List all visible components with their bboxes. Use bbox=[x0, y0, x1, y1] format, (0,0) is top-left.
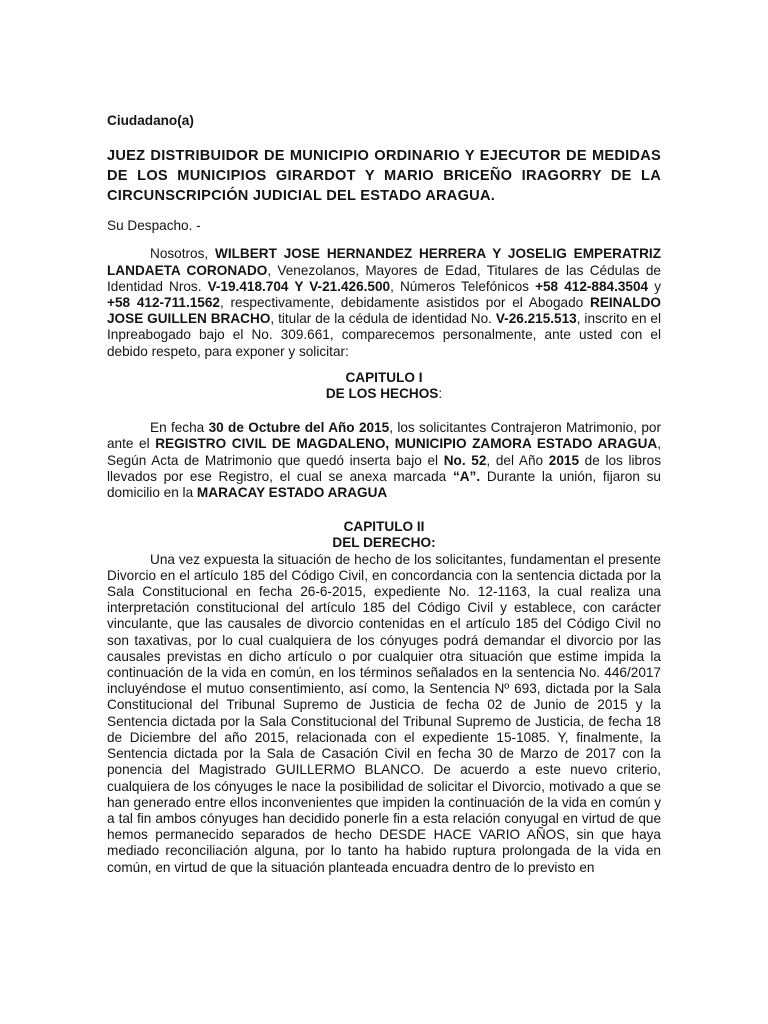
chapter-1-title: CAPITULO I bbox=[345, 369, 423, 385]
intro-paragraph: Nosotros, WILBERT JOSE HERNANDEZ HERRERA Y JOSELIG EMPERATRIZ LANDAETA CORONADO, Venezolanos, Mayores de Edad, Titulares de las Cédulas de Identidad Nros. V-19.418.704 Y V-21.426.500, Números Telefónicos +58 412-884.3504 y +58 412-711.1562, respectivamente, debidamente asistidos por el Abogado REINALDO JOSE GUILLEN BRACHO, titular de la cédula de identidad No. V-26.215.513, inscrito en el Inpreabogado bajo el No. 309.661, comparecemos personalmente, ante usted con el debido respeto, para exponer y solicitar: bbox=[107, 246, 662, 359]
law-paragraph: Una vez expuesta la situación de hecho de los solicitantes, fundamentan el presente Divorcio en el artículo 185 del Código Civil, en concordancia con la sentencia dictada por la Sala Constitucional en fecha 26-6-2015, expediente No. 12-1163, la cual realiza una interpretación constitucional del artículo 185 del Código Civil y establece, con carácter vinculante, que las causales de divorcio contenidas en el artículo 185 del Código Civil no son taxativas, por lo cual cualquiera de los cónyuges podrá demandar el divorcio por las causales previstas en dicho artículo o por cualquier otra situación que estime impida la continuación de la vida en común, en los términos señalados en la sentencia No. 446/2017 incluyéndose el mutuo consentimiento, así como, la Sentencia Nº 693, dictada por la Sala Constitucional del Tribunal Supremo de Justicia de fecha 02 de Junio de 2015 y la Sentencia dictada por la Sala Constitucional del Tribunal Supremo de Justicia, de fecha 18 de Diciembre del año 2015, relacionada con el expediente 15-1085. Y, finalmente, la Sentencia dictada por la Sala de Casación Civil en fecha 30 de Marzo de 2017 con la ponencia del Magistrado GUILLERMO BLANCO. De acuerdo a este nuevo criterio, cualquiera de los cónyuges le nace la posibilidad de solicitar el Divorcio, motivado a que se han generado entre ellos inconvenientes que impiden la continuación de la vida en común y a tal fin ambos cónyuges han decidido ponerle fin a esta relación conyugal en virtud de que hemos permanecido separados de hecho DESDE HACE VARIO AÑOS, sin que haya mediado reconciliación alguna, por lo tanto ha habido ruptura prolongada de la vida en común, en virtud de que la situación planteada encuadra dentro de lo previsto en bbox=[107, 551, 661, 875]
chapter-1-subtitle: DE LOS HECHOS: bbox=[325, 386, 443, 402]
document-body bbox=[107, 113, 661, 876]
despacho-line: Su Despacho. - bbox=[107, 218, 201, 234]
addressee-block: JUEZ DISTRIBUIDOR DE MUNICIPIO ORDINARIO Y EJECUTOR DE MEDIDAS DE LOS MUNICIPIOS GIRARDOT Y MARIO BRICEÑO IRAGORRY DE LA CIRCUNSCRIPCIÓN JUDICIAL DEL ESTADO ARAGUA. bbox=[107, 148, 661, 205]
facts-paragraph: En fecha 30 de Octubre del Año 2015, los solicitantes Contrajeron Matrimonio, por ante el REGISTRO CIVIL DE MAGDALENO, MUNICIPIO ZAMORA ESTADO ARAGUA, Según Acta de Matrimonio que quedó inserta bajo el No. 52, del Año 2015 de los libros llevados por ese Registro, el cual se anexa marcada “A”. Durante la unión, fijaron su domicilio en la MARACAY ESTADO ARAGUA bbox=[107, 420, 662, 501]
chapter-2-title: CAPITULO II bbox=[343, 519, 425, 535]
chapter-2-subtitle: DEL DERECHO: bbox=[332, 535, 436, 551]
salutation: Ciudadano(a) bbox=[107, 113, 194, 128]
